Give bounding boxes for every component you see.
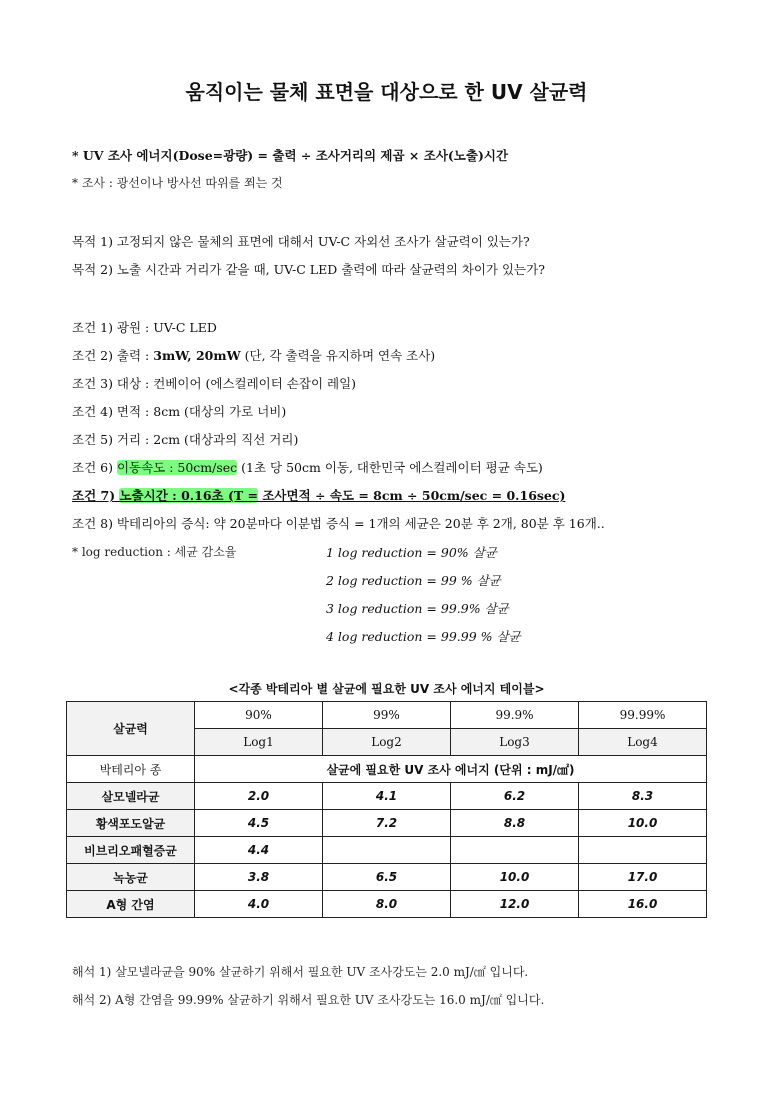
condition-2-output: 3mW, 20mW [153, 348, 241, 363]
table-row [67, 810, 707, 837]
table-row [67, 891, 707, 918]
purpose-2: 목적 2) 노출 시간과 거리가 같을 때, UV-C LED 출력에 따라 살균력의 차이가 있는가? [72, 262, 545, 277]
table-row [67, 864, 707, 891]
condition-7-suffix: 조사면적 ÷ 속도 = 8cm ÷ 50cm/sec = 0.16sec) [258, 488, 566, 503]
energy-value: 4.1 [323, 783, 451, 810]
species-name: 살모넬라균 [67, 783, 195, 810]
table-corner: 살균력 [67, 702, 195, 756]
table-header-percent: 99.9% [451, 702, 579, 729]
energy-value: 12.0 [451, 891, 579, 918]
energy-value: 6.2 [451, 783, 579, 810]
condition-7 [72, 486, 565, 504]
species-name: 녹농균 [67, 864, 195, 891]
species-label: 박테리아 종 [67, 756, 195, 783]
species-name: A형 간염 [67, 891, 195, 918]
condition-6-highlight: 이동속도 : 50cm/sec [116, 460, 238, 475]
energy-value: 17.0 [579, 864, 707, 891]
table-row [67, 783, 707, 810]
energy-value: 4.0 [195, 891, 323, 918]
energy-value: 4.4 [195, 837, 323, 864]
energy-value: 8.8 [451, 810, 579, 837]
energy-value: 3.8 [195, 864, 323, 891]
condition-7-highlight: 노출시간 : 0.16초 (T = [119, 488, 258, 503]
energy-value [323, 837, 451, 864]
dose-definition: * UV 조사 에너지(Dose=광량) = 출력 ÷ 조사거리의 제곱 × 조사(노출)시간 [72, 148, 509, 163]
irradiation-definition: * 조사 : 광선이나 방사선 따위를 쬐는 것 [72, 176, 283, 190]
log-reduction-label: * log reduction : 세균 감소율 [72, 545, 237, 559]
table-header-percent: 99.99% [579, 702, 707, 729]
energy-value: 16.0 [579, 891, 707, 918]
log-item: 4 log reduction = 99.99 % 살균 [326, 629, 521, 644]
table-header-percent: 90% [195, 702, 323, 729]
table-header-log: Log4 [579, 729, 707, 756]
energy-value: 4.5 [195, 810, 323, 837]
interpretation-2: 해석 2) A형 간염을 99.99% 살균하기 위해서 필요한 UV 조사강도는 16.0 mJ/㎠ 입니다. [72, 993, 545, 1007]
species-name: 비브리오패혈증균 [67, 837, 195, 864]
species-name: 황색포도알균 [67, 810, 195, 837]
table-header-log: Log1 [195, 729, 323, 756]
energy-value [451, 837, 579, 864]
uv-energy-table [66, 701, 707, 918]
page-title: 움직이는 물체 표면을 대상으로 한 UV 살균력 [185, 80, 588, 104]
interpretation-1: 해석 1) 살모넬라균을 90% 살균하기 위해서 필요한 UV 조사강도는 2.0 mJ/㎠ 입니다. [72, 965, 529, 979]
energy-value: 7.2 [323, 810, 451, 837]
condition-1: 조건 1) 광원 : UV-C LED [72, 320, 217, 335]
table-header-log: Log3 [451, 729, 579, 756]
table-row [67, 756, 707, 783]
condition-8: 조건 8) 박테리아의 증식: 약 20분마다 이분법 증식 = 1개의 세균은 20분 후 2개, 80분 후 16개.. [72, 516, 605, 531]
table-row [67, 702, 707, 729]
log-item: 1 log reduction = 90% 살균 [326, 545, 497, 560]
condition-2 [72, 346, 435, 364]
table-caption: <각종 박테리아 별 살균에 필요한 UV 조사 에너지 테이블> [228, 682, 545, 696]
condition-6 [72, 458, 543, 476]
energy-value: 8.0 [323, 891, 451, 918]
log-item: 3 log reduction = 99.9% 살균 [326, 601, 509, 616]
table-header-percent: 99% [323, 702, 451, 729]
energy-header: 살균에 필요한 UV 조사 에너지 (단위 : mJ/㎠) [195, 756, 707, 783]
energy-value: 6.5 [323, 864, 451, 891]
table-row [67, 837, 707, 864]
condition-2-suffix: (단, 각 출력을 유지하며 연속 조사) [240, 348, 436, 363]
log-item: 2 log reduction = 99 % 살균 [326, 573, 501, 588]
energy-value: 2.0 [195, 783, 323, 810]
energy-value: 10.0 [451, 864, 579, 891]
condition-7-prefix: 조건 7) [72, 488, 120, 503]
condition-6-prefix: 조건 6) [72, 460, 117, 475]
energy-value: 8.3 [579, 783, 707, 810]
purpose-1: 목적 1) 고정되지 않은 물체의 표면에 대해서 UV-C 자외선 조사가 살균력이 있는가? [72, 234, 530, 249]
energy-value: 10.0 [579, 810, 707, 837]
condition-2-prefix: 조건 2) 출력 : [72, 348, 154, 363]
condition-6-suffix: (1초 당 50cm 이동, 대한민국 에스컬레이터 평균 속도) [237, 460, 543, 475]
condition-4: 조건 4) 면적 : 8cm (대상의 가로 너비) [72, 404, 287, 419]
condition-3: 조건 3) 대상 : 컨베이어 (에스컬레이터 손잡이 레일) [72, 376, 357, 391]
energy-value [579, 837, 707, 864]
condition-5: 조건 5) 거리 : 2cm (대상과의 직선 거리) [72, 432, 299, 447]
table-header-log: Log2 [323, 729, 451, 756]
